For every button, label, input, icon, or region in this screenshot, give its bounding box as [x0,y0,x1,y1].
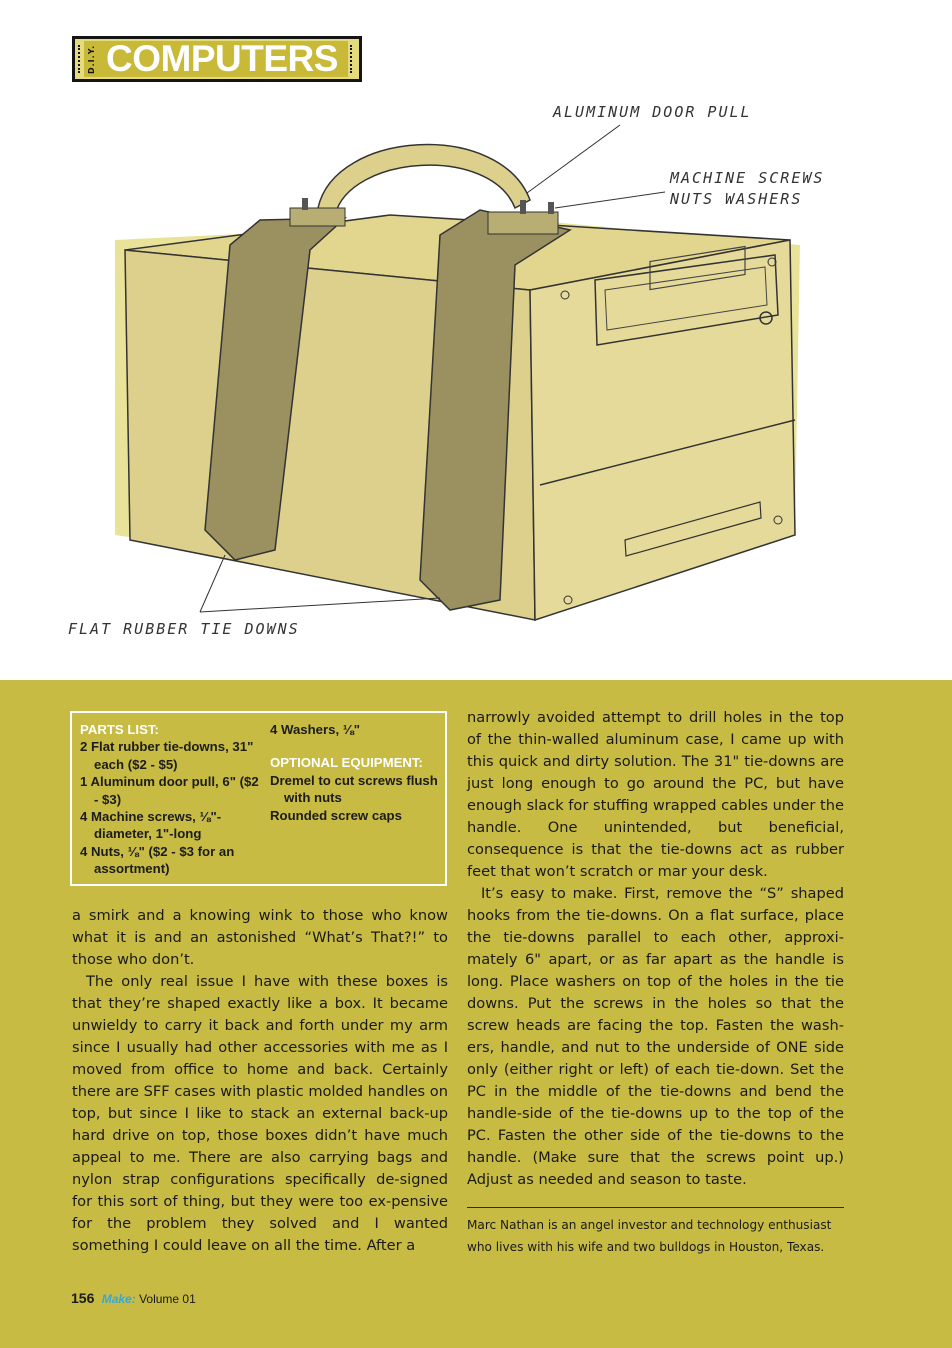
author-bio: Marc Nathan is an angel investor and technology enthusiast who lives with his wife and two bulldogs in Houston, Texas. [467,1218,832,1254]
callout-screws-line1: MACHINE SCREWS [670,169,825,187]
body-paragraph: It’s easy to make. First, remove the “S” shaped hooks from the tie-downs. On a flat surface, place the tie-downs parallel to each other, approxi-mately 6" apart, or as far apart as the handle is long. Place washers on top of the holes in the tie downs. Put the screws in the holes so that the screw heads are facing the top. Fasten the wash-ers, handle, and nut to the underside of ONE side only (either right or left) of each tie-down. Set the PC in the middle of the tie-downs and bend the handle-side of the tie-downs up to the top of the PC. Fasten the other side of the tie-downs to the handle. (Make sure that the screws point up.) Adjust as needed and season to taste. [467,885,844,1188]
callout-screws-line2: NUTS WASHERS [670,190,803,208]
section-title: COMPUTERS [106,38,338,79]
parts-list-item: 1 Aluminum door pull, 6" ($2 - $3) [80,774,259,807]
parts-list-item: 2 Flat rubber tie-downs, 31" each ($2 - $5) [80,739,254,772]
body-paragraph: The only real issue I have with these boxes is that they’re shaped exactly like a box. It became unwieldy to carry it back and forth under my arm since I usually had other accessories with me as I moved from office to home and back. Certainly there are SFF cases with plastic molded handles on top, but since I like to stack an external back-up hard drive on top, those boxes didn’t have much appeal to me. There are also carrying bags and nylon strap configurations specifically de-signed for this sort of thing, but they were too ex-pensive for the problem they solved and I wanted something I could leave on all the time. After a [72,973,448,1254]
callout-tie-downs: FLAT RUBBER TIE DOWNS [68,620,300,638]
magazine-name: Make: [101,1292,136,1306]
body-column-right [467,707,844,1191]
body-paragraph: narrowly avoided attempt to drill holes in the top of the thin-walled aluminum case, I came up with this quick and dirty solution. The 31" tie-downs are just long enough to go around the PC, but have enough slack for stuffing wrapped cables under the handle. One unintended, but beneficial, consequence is that the tie-downs act as rubber feet that won’t scratch or mar your desk. [467,709,844,880]
parts-list-heading: PARTS LIST: [80,722,159,737]
optional-item: Dremel to cut screws flush with nuts [270,772,438,806]
page-number: 156 [71,1290,95,1306]
section-badge [72,36,362,82]
body-column-left [72,905,448,1257]
page-footer [71,1290,196,1306]
parts-list-box [70,711,447,886]
parts-list-item: 4 Washers, ⅛" [270,722,361,737]
body-paragraph: a smirk and a knowing wink to those who know what it is and an astonished “What’s That?!” to those who don’t. [72,907,448,968]
section-prefix: D.I.Y. [87,44,96,74]
optional-equipment-heading: OPTIONAL EQUIPMENT: [270,755,423,771]
bio-divider [467,1207,844,1208]
volume-label: Volume 01 [139,1292,196,1306]
parts-list-item: 4 Nuts, ⅛" ($2 - $3 for an assortment) [80,843,235,877]
parts-list-item: 4 Machine screws, ⅛"-diameter, 1"-long [80,809,222,842]
callout-door-pull: ALUMINUM DOOR PULL [553,103,752,121]
optional-item: Rounded screw caps [270,807,402,823]
